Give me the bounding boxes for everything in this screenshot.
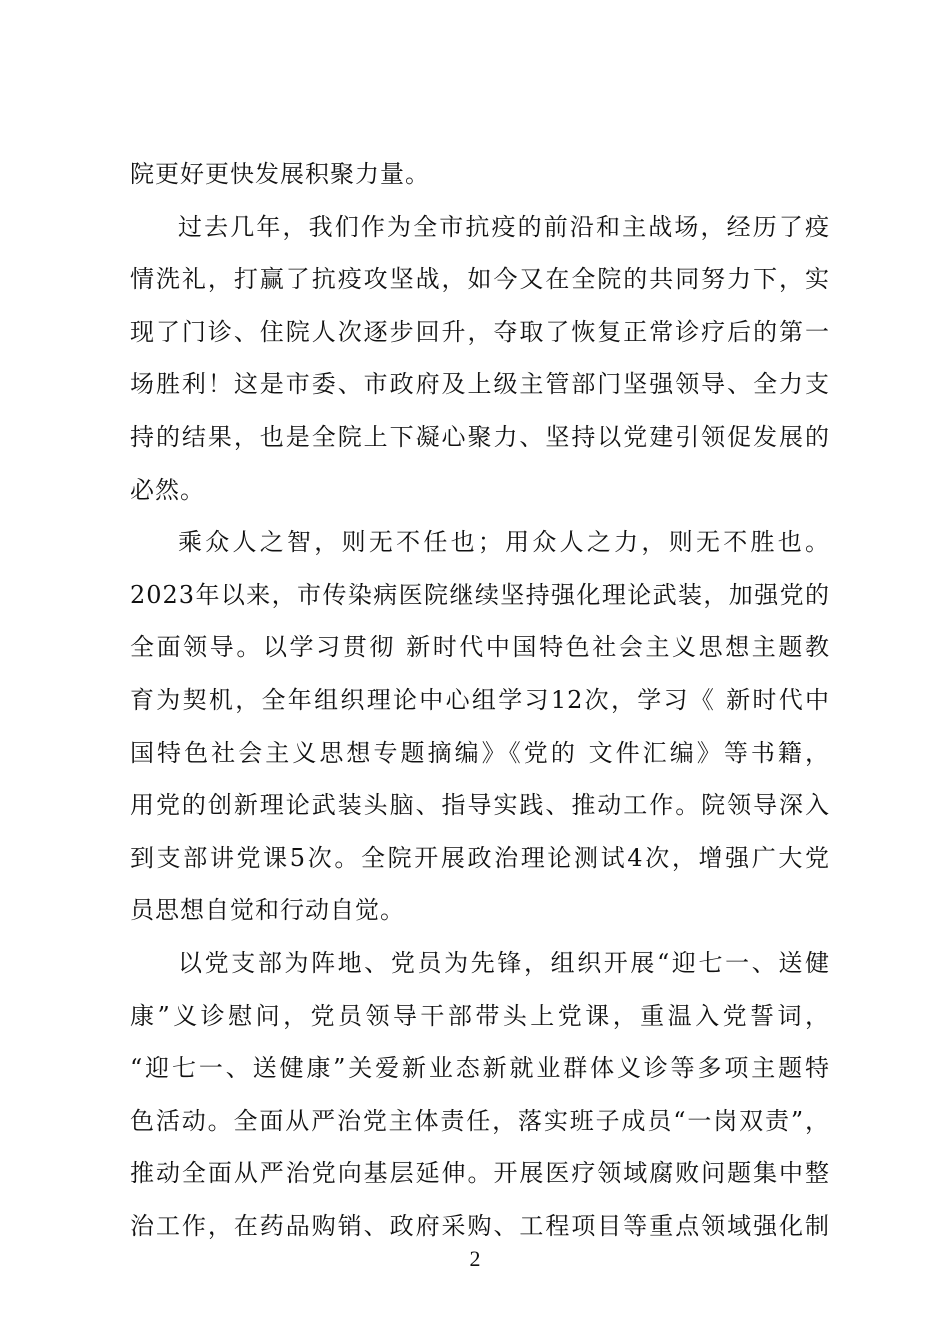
- page-number: 2: [469, 1246, 481, 1271]
- text-line: 情洗礼，打赢了抗疫攻坚战，如今又在全院的共同努力下，实: [130, 265, 830, 294]
- text-line: 场胜利！这是市委、市政府及上级主管部门坚强领导、全力支: [130, 370, 830, 399]
- text-line: 员思想自觉和行动自觉。: [130, 896, 405, 925]
- text-line: 育为契机，全年组织理论中心组学习12次，学习《 新时代中: [130, 685, 830, 714]
- text-line: 以党支部为阵地、党员为先锋，组织开展“迎七一、送健: [178, 948, 830, 977]
- text-line: 全面领导。以学习贯彻 新时代中国特色社会主义思想主题教: [130, 633, 830, 662]
- text-line: 乘众人之智，则无不任也；用众人之力，则无不胜也。: [178, 528, 830, 557]
- text-line: “迎七一、送健康”关爱新业态新就业群体义诊等多项主题特: [130, 1054, 830, 1083]
- text-line: 色活动。全面从严治党主体责任，落实班子成员“一岗双责”，: [130, 1106, 830, 1135]
- text-line: 到支部讲党课5次。全院开展政治理论测试4次，增强广大党: [130, 843, 830, 872]
- text-line: 康”义诊慰问，党员领导干部带头上党课，重温入党誓词，: [130, 1001, 830, 1030]
- text-line: 国特色社会主义思想专题摘编》《党的 文件汇编》等书籍，: [130, 738, 830, 767]
- text-line: 现了门诊、住院人次逐步回升，夺取了恢复正常诊疗后的第一: [130, 317, 830, 346]
- text-line: 持的结果，也是全院上下凝心聚力、坚持以党建引领促发展的: [130, 422, 830, 451]
- text-line: 治工作，在药品购销、政府采购、工程项目等重点领域强化制: [130, 1211, 830, 1240]
- text-line: 用党的创新理论武装头脑、指导实践、推动工作。院领导深入: [130, 791, 830, 820]
- text-line: 推动全面从严治党向基层延伸。开展医疗领域腐败问题集中整: [130, 1159, 830, 1188]
- text-line: 必然。: [130, 475, 205, 504]
- text-line: 2023年以来，市传染病医院继续坚持强化理论武装，加强党的: [130, 580, 830, 609]
- text-line: 院更好更快发展积聚力量。: [130, 160, 430, 188]
- text-line: 过去几年，我们作为全市抗疫的前沿和主战场，经历了疫: [178, 212, 830, 241]
- body-text: [130, 150, 830, 1254]
